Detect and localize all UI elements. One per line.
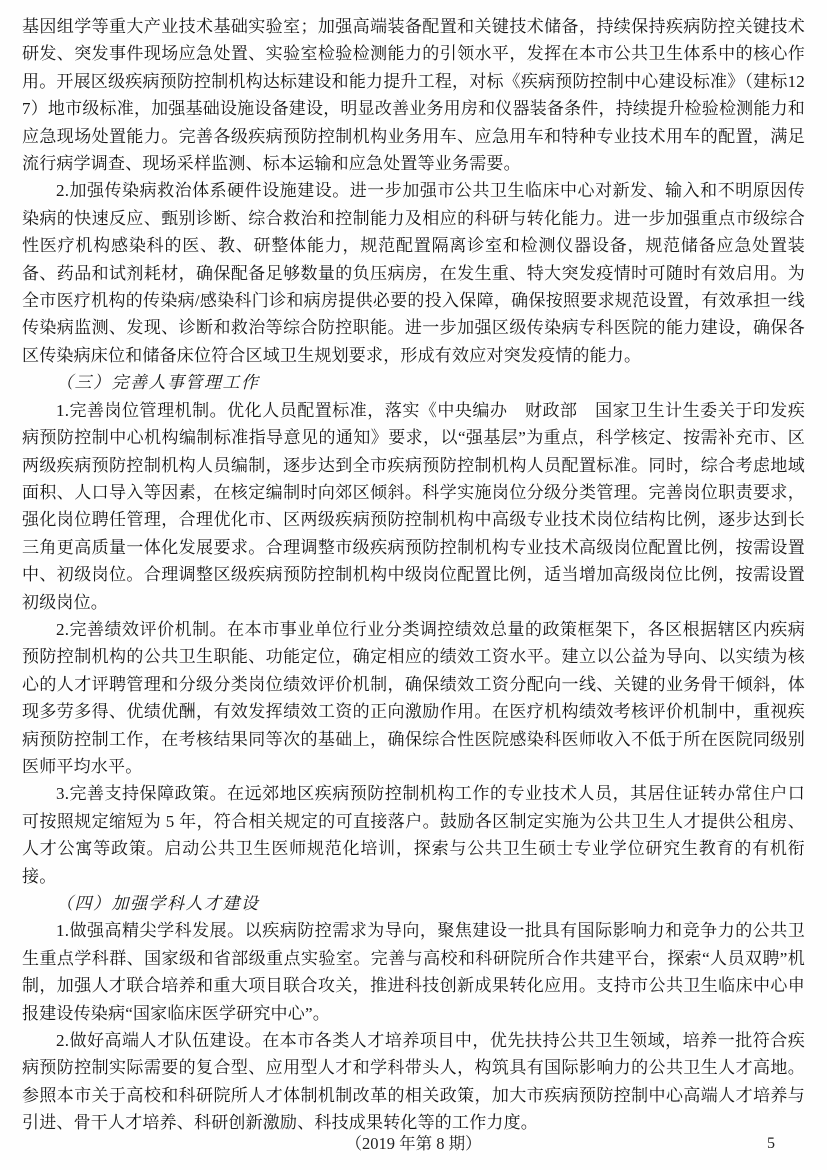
section-heading: （三）完善人事管理工作 bbox=[56, 373, 260, 393]
page-number: 5 bbox=[767, 1135, 775, 1152]
section-heading: （四）加强学科人才建设 bbox=[56, 894, 260, 913]
paragraph: 2.做好高端人才队伍建设。在本市各类人才培养项目中，优先扶持公共卫生领域，培养一批符合疾病预防控制实际需要的复合型、应用型人才和学科带头人，构筑具有国际影响力的公共卫生人才高地。参照本市关于高校和科研院所人才体制机制改革的相关政策，加大市疾病预防控制中心高端人才培养与引进、骨干人才培养、科研创新激励、科技成果转化等的工作力度。 bbox=[22, 1031, 805, 1133]
document-body bbox=[22, 13, 805, 1137]
issue-label: （2019 年第 8 期） bbox=[345, 1134, 482, 1153]
paragraph: 3.完善支持保障政策。在远郊地区疾病预防控制机构工作的专业技术人员，其居住证转办常住户口可按照规定缩短为 5 年，符合相关规定的可直接落户。鼓励各区制定实施为公共卫生人才提供公租房、人才公寓等政策。启动公共卫生医师规范化培训，探索与公共卫生硕士专业学位研究生教育的有机衔接。 bbox=[22, 784, 805, 886]
paragraph: 1.完善岗位管理机制。优化人员配置标准，落实《中央编办 财政部 国家卫生计生委关于印发疾病预防控制中心机构编制标准指导意见的通知》要求，以“强基层”为重点，科学核定、按需补充市、区两级疾病预防控制机构人员编制，逐步达到全市疾病预防控制机构人员配置标准。同时，综合考虑地域面积、人口导入等因素，在核定编制时向郊区倾斜。科学实施岗位分级分类管理。完善岗位职责要求，强化岗位聘任管理，合理优化市、区两级疾病预防控制机构中高级专业技术岗位结构比例，逐步达到长三角更高质量一体化发展要求。合理调整市级疾病预防控制机构专业技术高级岗位配置比例，按需设置中、初级岗位。合理调整区级疾病预防控制机构中级岗位配置比例，适当增加高级岗位比例，按需设置初级岗位。 bbox=[22, 400, 805, 612]
page-footer bbox=[0, 1128, 827, 1160]
paragraph: 2.完善绩效评价机制。在本市事业单位行业分类调控绩效总量的政策框架下，各区根据辖区内疾病预防控制机构的公共卫生职能、功能定位，确定相应的绩效工资水平。建立以公益为导向、以实绩为核心的人才评聘管理和分级分类岗位绩效评价机制，确保绩效工资分配向一线、关键的业务骨干倾斜，体现多劳多得、优绩优酬，有效发挥绩效工资的正向激励作用。在医疗机构绩效考核评价机制中，重视疾病预防控制工作，在考核结果同等次的基础上，确保综合性医院感染科医师收入不低于所在医院同级别医师平均水平。 bbox=[22, 619, 805, 776]
paragraph: 基因组学等重大产业技术基础实验室；加强高端装备配置和关键技术储备，持续保持疾病防控关键技术研发、突发事件现场应急处置、实验室检验检测能力的引领水平，发挥在本市公共卫生体系中的核心作用。开展区级疾病预防控制机构达标建设和能力提升工程，对标《疾病预防控制中心建设标准》（建标127）地市级标准，加强基础设施设备建设，明显改善业务用房和仪器装备条件，持续提升检验检测能力和应急现场处置能力。完善各级疾病预防控制机构业务用车、应急用车和特种专业技术用车的配置，满足流行病学调查、现场采样监测、标本运输和应急处置等业务需要。 bbox=[22, 17, 805, 174]
paragraph: 1.做强高精尖学科发展。以疾病防控需求为导向，聚焦建设一批具有国际影响力和竞争力的公共卫生重点学科群、国家级和省部级重点实验室。完善与高校和科研院所合作共建平台，探索“人员双聘”机制，加强人才联合培养和重大项目联合攻关，推进科技创新成果转化应用。支持市公共卫生临床中心申报建设传染病“国家临床医学研究中心”。 bbox=[22, 921, 805, 1023]
paragraph: 2.加强传染病救治体系硬件设施建设。进一步加强市公共卫生临床中心对新发、输入和不明原因传染病的快速反应、甄别诊断、综合救治和控制能力及相应的科研与转化能力。进一步加强重点市级综合性医疗机构感染科的医、教、研整体能力，规范配置隔离诊室和检测仪器设备，规范储备应急处置装备、药品和试剂耗材，确保配备足够数量的负压病房，在发生重、特大突发疫情时可随时有效启用。为全市医疗机构的传染病/感染科门诊和病房提供必要的投入保障，确保按照要求规范设置，有效承担一线传染病监测、发现、诊断和救治等综合防控职能。进一步加强区级传染病专科医院的能力建设，确保各区传染病床位和储备床位符合区域卫生规划要求，形成有效应对突发疫情的能力。 bbox=[22, 181, 805, 365]
